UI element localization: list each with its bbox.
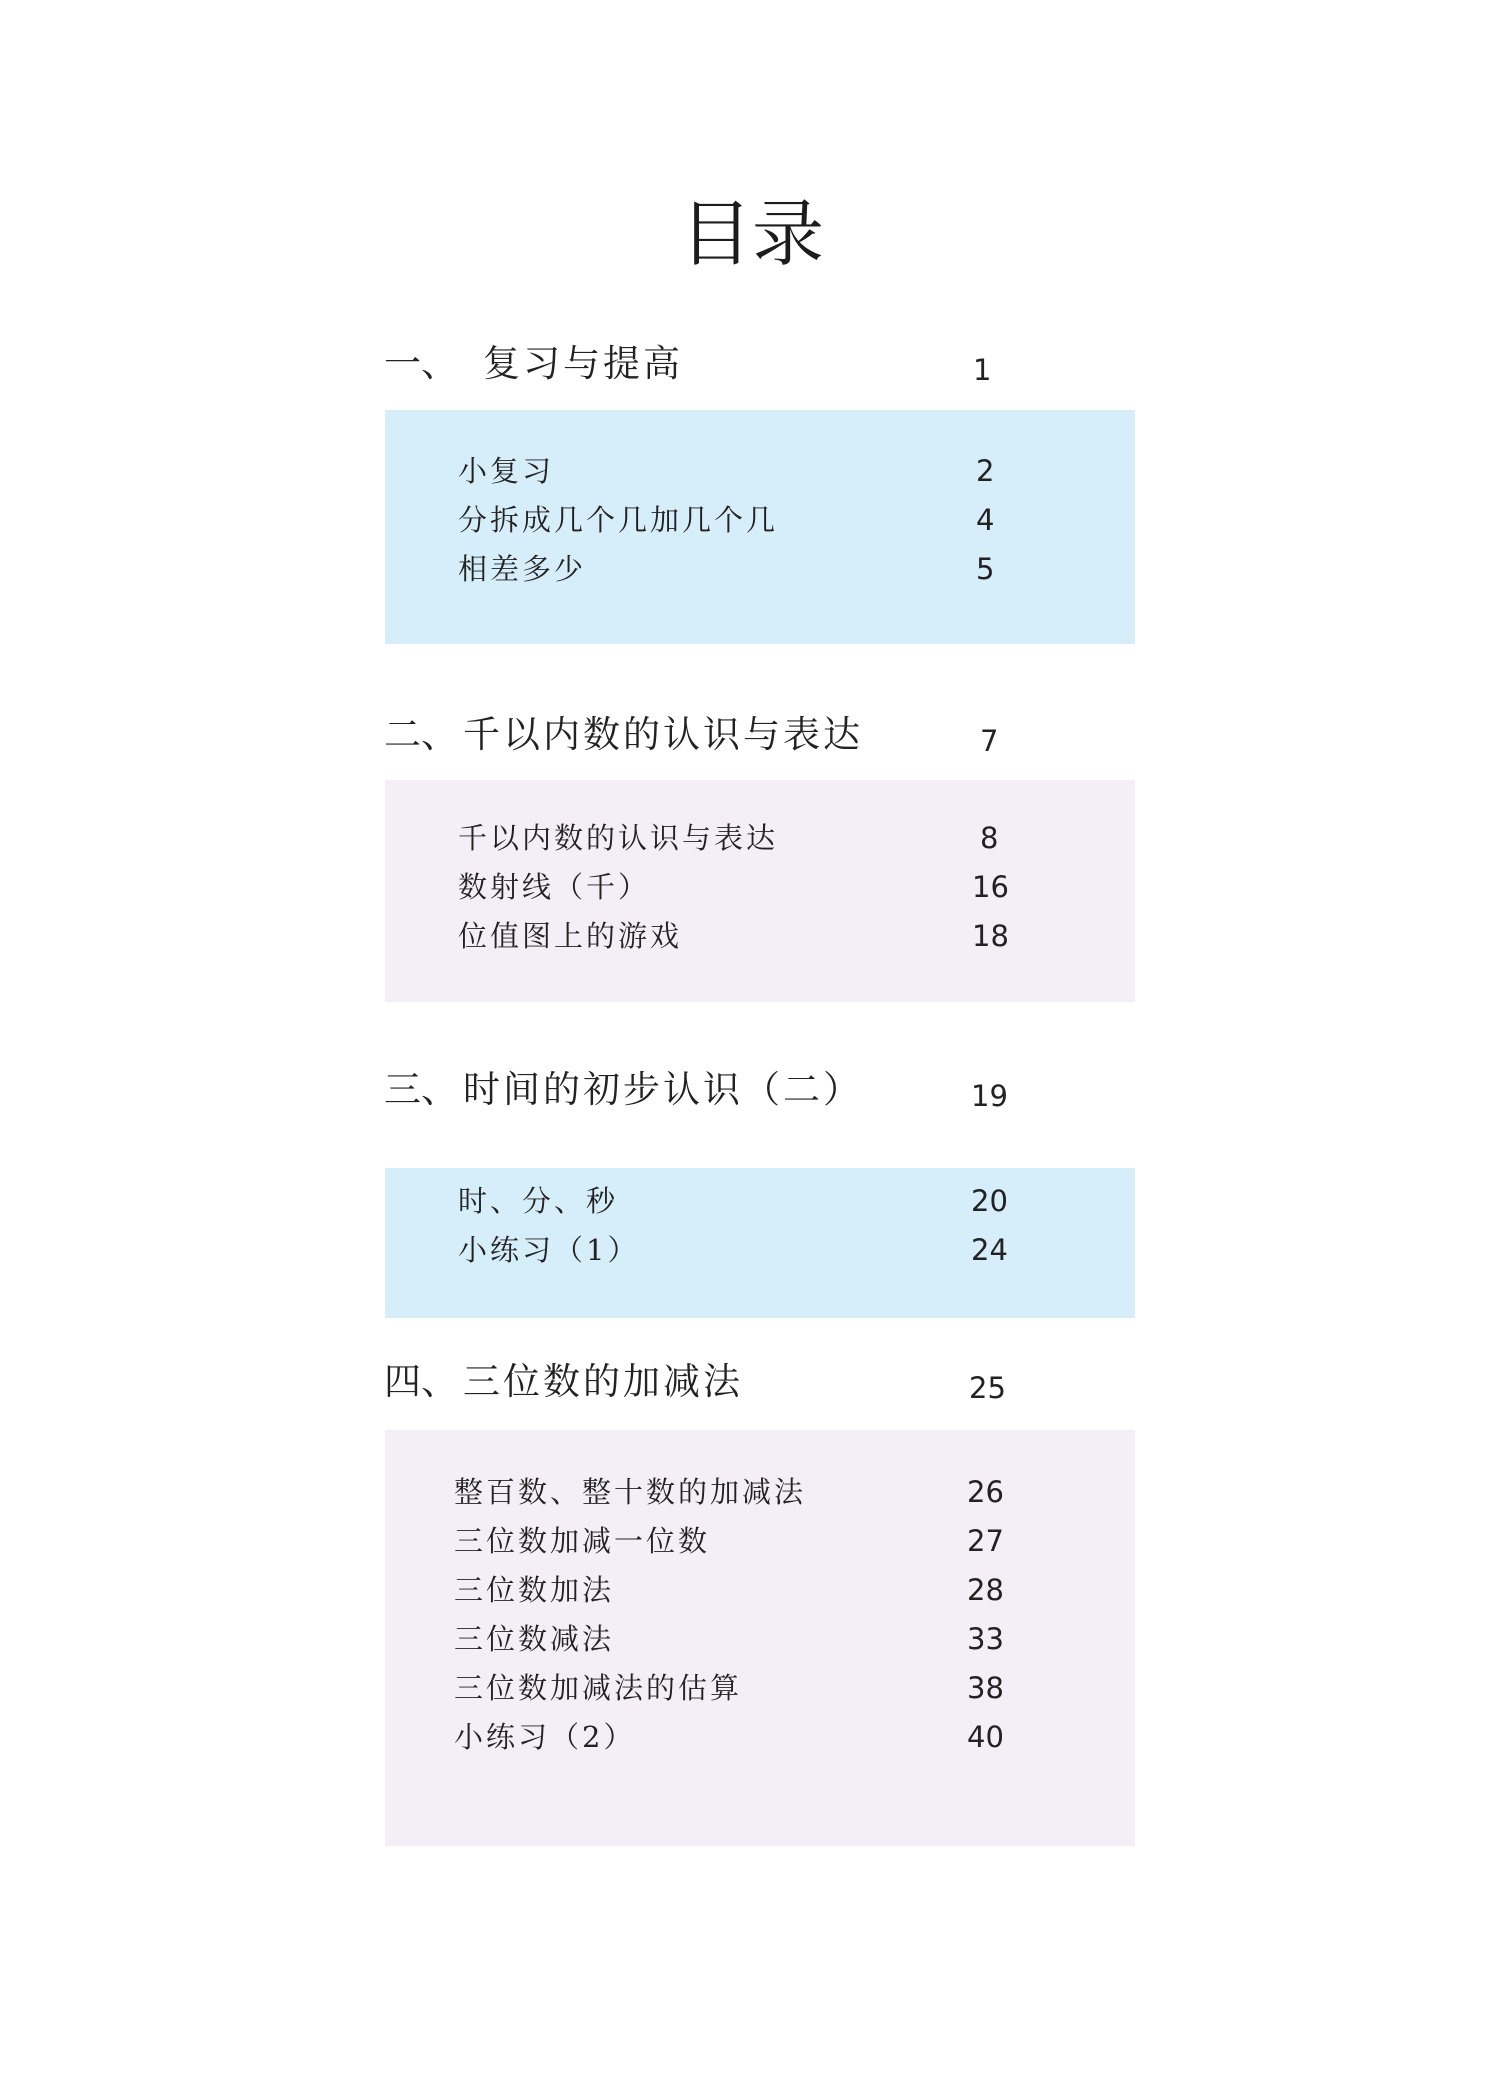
chapter-title: 时间的初步认识（二） (463, 1068, 863, 1111)
toc-entry-label: 分拆成几个几加几个几 (458, 503, 779, 537)
chapter-heading[interactable] (384, 1352, 1004, 1412)
toc-entry-label: 三位数加减一位数 (454, 1524, 711, 1558)
toc-entry-label: 数射线（千） (458, 870, 651, 904)
chapter-1-sections (385, 410, 1135, 644)
chapter-title: 复习与提高 (483, 342, 683, 385)
toc-entry-label: 整百数、整十数的加减法 (454, 1475, 807, 1509)
toc-entry-page: 4 (976, 503, 995, 537)
chapter-2-sections (385, 780, 1135, 1002)
toc-entry-label: 位值图上的游戏 (458, 919, 683, 953)
chapter-heading[interactable] (384, 334, 1004, 394)
chapter-page: 7 (980, 724, 999, 758)
toc-entry-page: 33 (967, 1622, 1004, 1656)
chapter-page: 19 (971, 1079, 1008, 1113)
toc-entry[interactable] (458, 495, 1078, 545)
toc-entry[interactable] (458, 813, 1078, 863)
toc-entry[interactable] (458, 1176, 1078, 1226)
toc-entry-label: 千以内数的认识与表达 (458, 821, 779, 855)
toc-entry[interactable] (454, 1712, 1074, 1762)
chapter-4-sections (385, 1430, 1135, 1846)
toc-entry[interactable] (454, 1565, 1074, 1615)
toc-entry[interactable] (454, 1614, 1074, 1664)
toc-entry-label: 时、分、秒 (458, 1184, 619, 1218)
chapter-heading[interactable] (384, 1060, 1008, 1120)
chapter-number: 二、 (384, 713, 458, 756)
chapter-number: 四、 (384, 1360, 458, 1403)
toc-entry[interactable] (458, 911, 1078, 961)
chapter-number: 三、 (384, 1068, 458, 1111)
toc-entry-label: 三位数加法 (454, 1573, 615, 1607)
page-title: 目录 (679, 192, 824, 276)
toc-entry-label: 三位数加减法的估算 (454, 1671, 743, 1705)
chapter-page: 1 (973, 353, 992, 387)
toc-entry-page: 28 (967, 1573, 1004, 1607)
toc-entry[interactable] (454, 1663, 1074, 1713)
toc-entry-page: 18 (972, 919, 1009, 953)
chapter-title: 千以内数的认识与表达 (463, 713, 863, 756)
toc-entry-page: 40 (967, 1720, 1004, 1754)
chapter-number: 一、 (384, 342, 458, 385)
toc-entry-label: 小复习 (458, 454, 555, 488)
chapter-heading[interactable] (384, 705, 1004, 765)
toc-entry-page: 20 (971, 1184, 1008, 1218)
toc-entry-label: 相差多少 (458, 552, 587, 586)
chapter-title: 三位数的加减法 (463, 1360, 743, 1403)
toc-entry-page: 26 (967, 1475, 1004, 1509)
toc-entry[interactable] (458, 544, 1078, 594)
toc-entry-page: 8 (980, 821, 999, 855)
toc-entry-page: 5 (976, 552, 995, 586)
toc-entry-label: 小练习（2） (454, 1720, 636, 1754)
chapter-page: 25 (969, 1371, 1006, 1405)
chapter-3-sections (385, 1168, 1135, 1318)
toc-entry-page: 27 (967, 1524, 1004, 1558)
toc-entry[interactable] (458, 1225, 1078, 1275)
toc-entry[interactable] (458, 446, 1078, 496)
toc-entry[interactable] (454, 1467, 1074, 1517)
toc-entry[interactable] (454, 1516, 1074, 1566)
toc-entry[interactable] (458, 862, 1078, 912)
toc-entry-page: 2 (976, 454, 995, 488)
toc-entry-label: 小练习（1） (458, 1233, 640, 1267)
toc-entry-page: 24 (971, 1233, 1008, 1267)
toc-entry-label: 三位数减法 (454, 1622, 615, 1656)
toc-entry-page: 16 (972, 870, 1009, 904)
toc-entry-page: 38 (967, 1671, 1004, 1705)
